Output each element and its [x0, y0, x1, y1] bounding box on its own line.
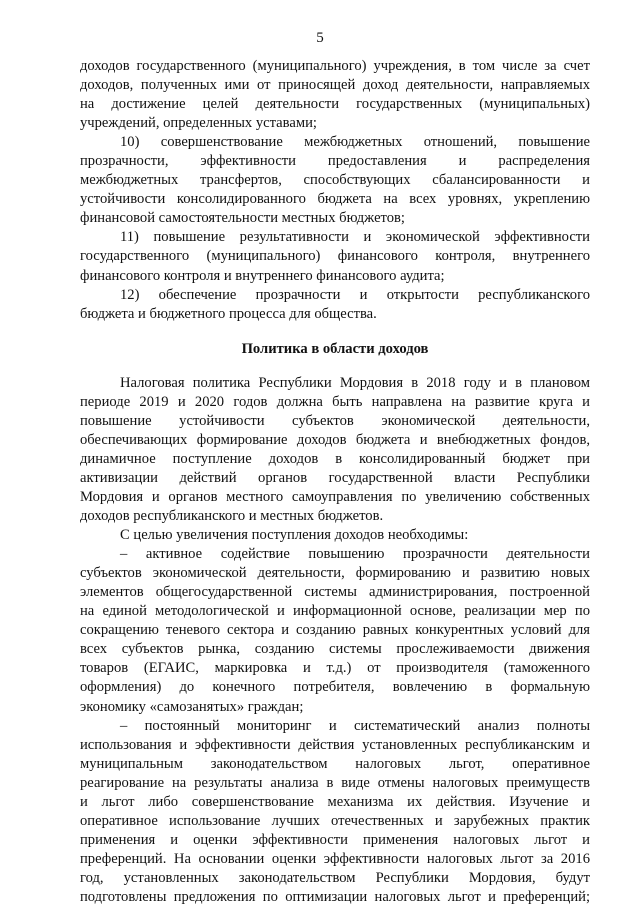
text-line: финансовой самостоятельности местных бюджетов; [80, 210, 405, 227]
text-line: товаров (ЕГАИС, маркировка и т.д.) от производителя (таможенного [80, 660, 590, 677]
text-line: оперативное использование лучших отечественных и зарубежных практик [80, 812, 590, 829]
text-line: элементов общегосударственной системы администрирования, построенной [80, 584, 590, 601]
text-line: устойчивости консолидированного бюджета на всех уровнях, укреплению [80, 191, 590, 208]
text-line: активизации действий органов государственной власти Республики [80, 469, 590, 486]
text-line: год, установленных законодательством Республики Мордовия, будут [80, 869, 590, 886]
page-number: 5 [316, 30, 324, 46]
text-line: на единой методологической и информационной основе, реализации мер по [80, 603, 590, 620]
text-line: учреждений, определенных уставами; [80, 115, 317, 132]
text-line: оформления) до конечного потребителя, вовлечению в формальную [80, 679, 590, 696]
text-line: периоде 2019 и 2020 годов должна быть направлена на развитие круга и [80, 393, 590, 410]
text-line: – активное содействие повышению прозрачности деятельности [120, 546, 590, 563]
text-line: доходов республиканского и местных бюджетов. [80, 508, 384, 525]
text-line: реагирование на результаты анализа в виде отмены налоговых преимуществ [80, 774, 590, 791]
text-line: обеспечивающих формирование доходов бюджета и внебюджетных фондов, [80, 431, 590, 448]
paragraph-measure-transparency [80, 545, 590, 716]
text-line: Мордовия и органов местного самоуправления по увеличению собственных [80, 488, 590, 505]
text-line: и льгот либо совершенствование механизма их действия. Изучение и [80, 793, 590, 810]
text-line: прозрачности, эффективности предоставления и распределения [80, 153, 590, 170]
section-heading: Политика в области доходов [241, 340, 429, 357]
text-line: применения и оценки эффективности применения налоговых льгот и [80, 831, 590, 848]
text-line: межбюджетных трансфертов, способствующих сбалансированности и [80, 172, 590, 189]
document-body [80, 57, 590, 907]
paragraph-goal-9-continuation [80, 57, 590, 133]
text-line: государственного (муниципального) финансового контроля, внутреннего [80, 248, 590, 265]
text-line: Налоговая политика Республики Мордовия в 2018 году и в плановом [120, 374, 590, 391]
text-line: – постоянный мониторинг и систематический анализ полноты [120, 717, 590, 734]
paragraph-goal-10 [80, 133, 590, 228]
text-line: использования и эффективности действия установленных республиканским и [80, 736, 590, 753]
text-line: С целью увеличения поступления доходов необходимы: [120, 527, 469, 544]
paragraph-measure-monitoring [80, 717, 590, 907]
text-line: всех субъектов рынка, созданию системы прослеживаемости движения [80, 641, 590, 658]
text-line: преференций. На основании оценки эффективности налоговых льгот за 2016 [80, 850, 590, 867]
text-line: динамичное поступление доходов в консолидированный бюджет при [80, 450, 590, 467]
paragraph-goal-11 [80, 228, 590, 285]
text-line: экономику «самозанятых» граждан; [80, 698, 304, 715]
paragraph-tax-policy [80, 374, 590, 526]
paragraph-measures-intro [80, 526, 590, 545]
paragraph-goal-12 [80, 286, 590, 324]
text-line: финансового контроля и внутреннего финансового аудита; [80, 267, 445, 284]
text-line: доходов, полученных ими от приносящей доход деятельности, направляемых [80, 77, 590, 94]
text-line: 11) повышение результативности и экономической эффективности [120, 229, 590, 246]
text-line: сокращению теневого сектора и созданию равных конкурентных условий для [80, 622, 590, 639]
text-line: подготовлены предложения по оптимизации налоговых льгот и преференций; [80, 888, 590, 905]
text-line: повышение устойчивости субъектов экономической деятельности, [80, 412, 590, 429]
text-line: на достижение целей деятельности государственных (муниципальных) [80, 96, 590, 113]
text-line: субъектов экономической деятельности, формированию и развитию новых [80, 565, 590, 582]
text-line: муниципальным законодательством налоговых льгот, оперативное [80, 755, 590, 772]
text-line: 10) совершенствование межбюджетных отношений, повышение [120, 134, 590, 151]
text-line: бюджета и бюджетного процесса для общества. [80, 305, 377, 322]
text-line: 12) обеспечение прозрачности и открытости республиканского [120, 286, 590, 303]
text-line: доходов государственного (муниципального) учреждения, в том числе за счет [80, 58, 590, 74]
